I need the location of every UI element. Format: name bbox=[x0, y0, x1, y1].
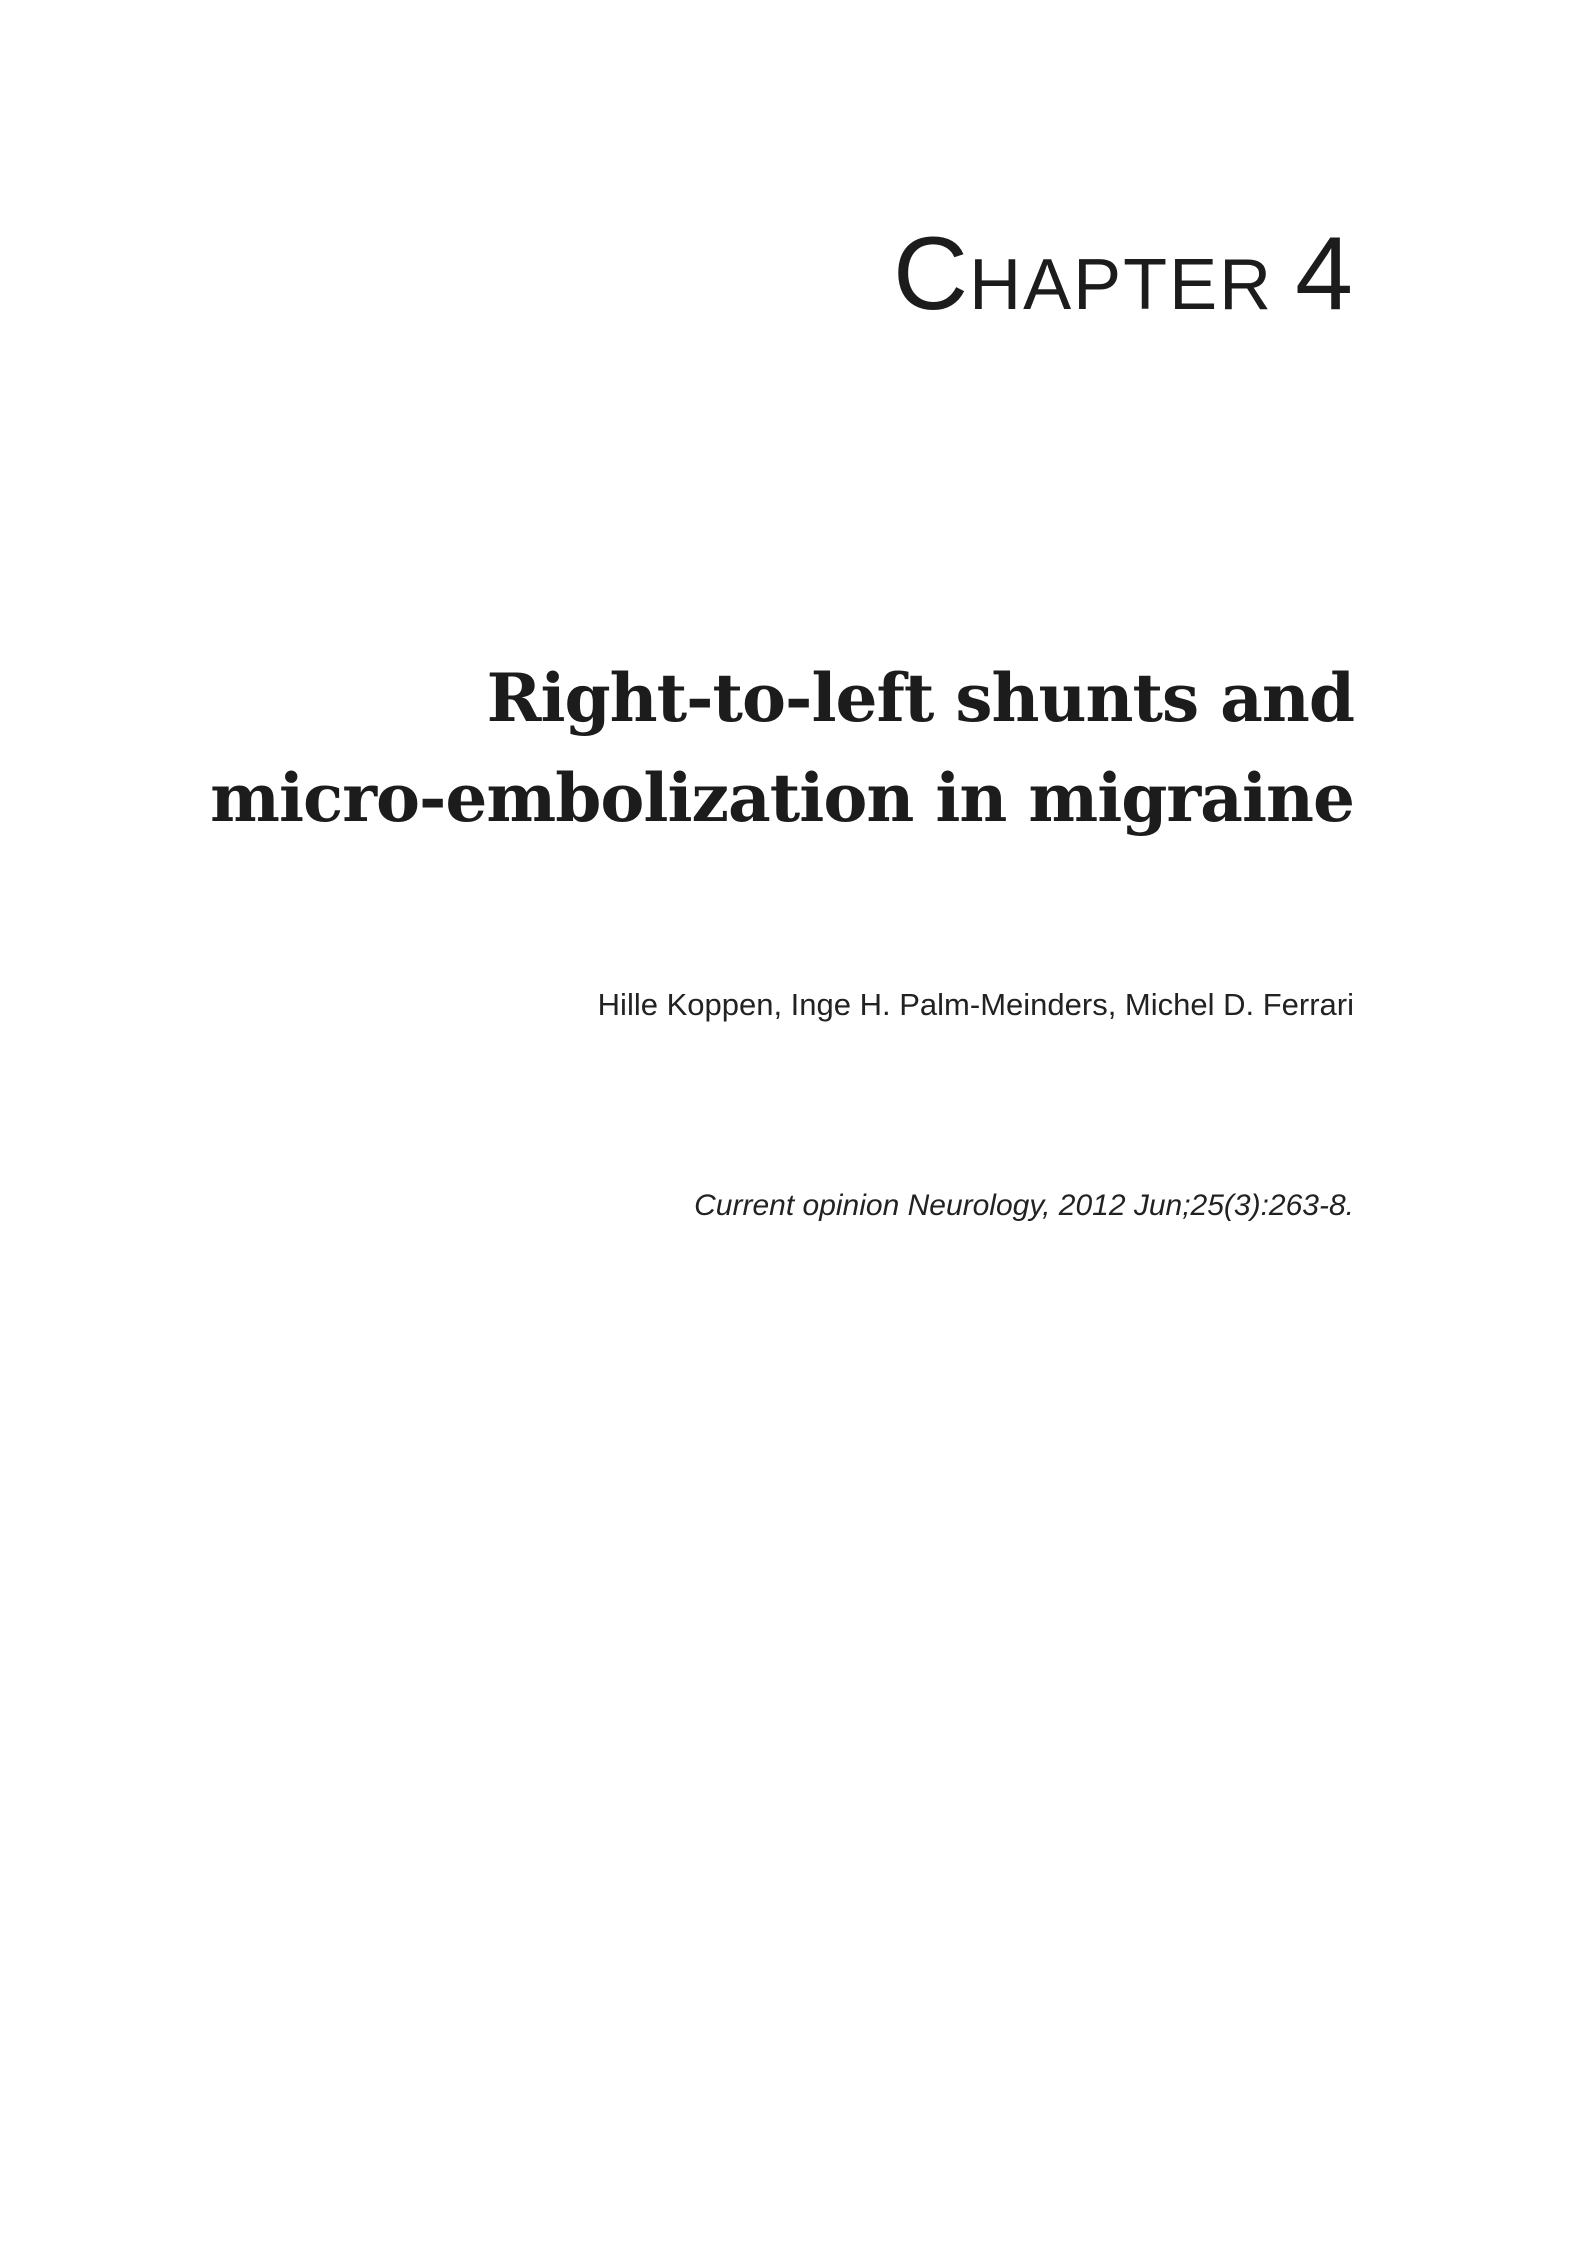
chapter-label-initial: C bbox=[893, 216, 970, 332]
author-list: Hille Koppen, Inge H. Palm-Meinders, Michel D. Ferrari bbox=[597, 987, 1354, 1022]
publication-citation: Current opinion Neurology, 2012 Jun;25(3):263-8. bbox=[694, 1189, 1354, 1222]
chapter-heading bbox=[893, 216, 1354, 332]
chapter-number: 4 bbox=[1295, 216, 1354, 332]
chapter-title-line-1: Right-to-left shunts and bbox=[486, 659, 1354, 737]
chapter-title-line-2: micro-embolization in migraine bbox=[210, 759, 1354, 837]
chapter-title bbox=[210, 648, 1354, 848]
chapter-label-rest: HAPTER bbox=[969, 245, 1274, 325]
